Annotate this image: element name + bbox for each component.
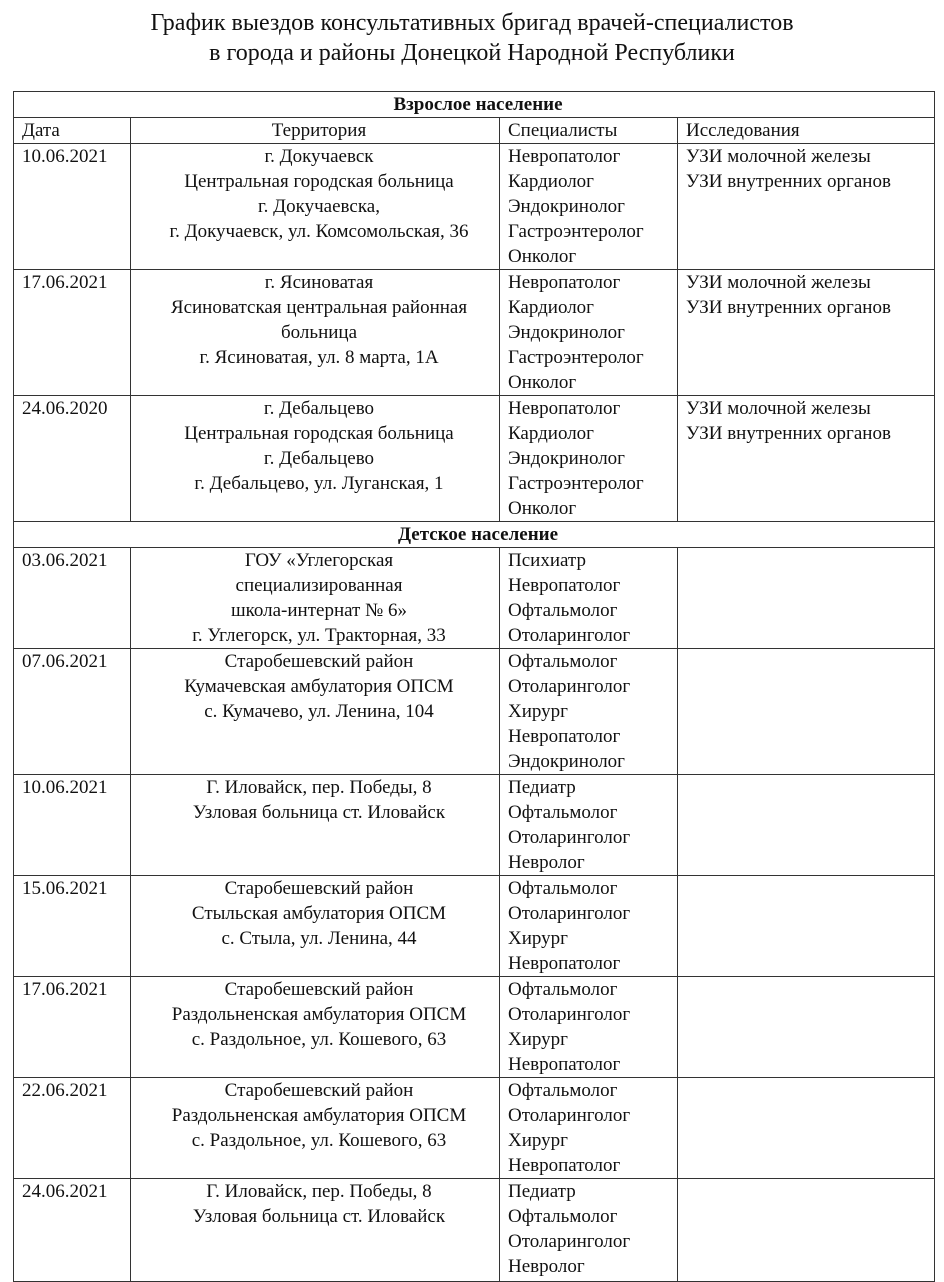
specialists-line: Хирург (508, 1130, 568, 1151)
specialists-line: Невропатолог (508, 1155, 621, 1176)
territory-line: с. Раздольное, ул. Кошевого, 63 (191, 1029, 447, 1050)
section-row-adult (14, 92, 935, 118)
territory-line: специализированная (235, 575, 403, 596)
territory-line: Центральная городская больница (184, 171, 454, 192)
territory-line: школа-интернат № 6» (230, 600, 407, 621)
territory-line: г. Углегорск, ул. Тракторная, 33 (192, 625, 446, 646)
schedule-table (13, 91, 935, 1282)
territory-line: г. Дебальцево (263, 448, 375, 469)
table-row (14, 144, 935, 270)
date-cell: 24.06.2021 (14, 1179, 131, 1282)
table-row (14, 1078, 935, 1179)
specialists-line: Невропатолог (508, 953, 621, 974)
territory-line: Центральная городская больница (184, 423, 454, 444)
territory-cell (131, 1078, 500, 1179)
territory-cell (131, 977, 500, 1078)
territory-line: Кумачевская амбулатория ОПСМ (184, 676, 454, 697)
territory-line: Ясиноватская центральная районная (170, 297, 468, 318)
specialists-line: Невропатолог (508, 1054, 621, 1075)
date-cell: 07.06.2021 (14, 649, 131, 775)
examinations-cell (678, 270, 935, 396)
territory-line: г. Ясиноватая (264, 272, 374, 293)
specialists-line: Невропатолог (508, 726, 621, 747)
title-line-1: График выездов консультативных бригад врачей-специалистов (150, 10, 794, 36)
specialists-line: Гастроэнтеролог (508, 347, 644, 368)
specialists-cell (500, 396, 678, 522)
territory-line: Раздольненская амбулатория ОПСМ (171, 1105, 467, 1126)
territory-line: Г. Иловайск, пер. Победы, 8 (206, 777, 432, 798)
examinations-line: УЗИ молочной железы (686, 146, 871, 167)
territory-line: с. Кумачево, ул. Ленина, 104 (204, 701, 434, 722)
table-row (14, 977, 935, 1078)
territory-line: Старобешевский район (224, 1080, 414, 1101)
date-cell: 10.06.2021 (14, 144, 131, 270)
date-cell: 24.06.2020 (14, 396, 131, 522)
table-row (14, 1179, 935, 1282)
specialists-line: Отоларинголог (508, 827, 631, 848)
examinations-cell (678, 977, 935, 1078)
territory-line: г. Дебальцево, ул. Луганская, 1 (194, 473, 444, 494)
date-cell: 10.06.2021 (14, 775, 131, 876)
specialists-line: Онколог (508, 246, 577, 267)
column-header-examinations: Исследования (678, 118, 935, 144)
specialists-line: Онколог (508, 498, 577, 519)
territory-line: Раздольненская амбулатория ОПСМ (171, 1004, 467, 1025)
specialists-line: Отоларинголог (508, 625, 631, 646)
territory-cell (131, 649, 500, 775)
specialists-line: Кардиолог (508, 171, 594, 192)
territory-line: г. Докучаевск (264, 146, 374, 167)
specialists-line: Эндокринолог (508, 196, 625, 217)
examinations-line: УЗИ молочной железы (686, 272, 871, 293)
specialists-cell (500, 1078, 678, 1179)
territory-line: Узловая больница ст. Иловайск (192, 1206, 446, 1227)
territory-line: г. Дебальцево (263, 398, 375, 419)
specialists-line: Кардиолог (508, 297, 594, 318)
title-line-2: в города и районы Донецкой Народной Республики (209, 40, 735, 66)
specialists-line: Гастроэнтеролог (508, 473, 644, 494)
table-row (14, 396, 935, 522)
territory-line: ГОУ «Углегорская (244, 550, 394, 571)
table-row (14, 270, 935, 396)
specialists-cell (500, 144, 678, 270)
specialists-line: Невропатолог (508, 575, 621, 596)
column-header-date: Дата (14, 118, 131, 144)
date-cell: 22.06.2021 (14, 1078, 131, 1179)
territory-cell (131, 270, 500, 396)
examinations-cell (678, 396, 935, 522)
specialists-cell (500, 977, 678, 1078)
table-row (14, 775, 935, 876)
examinations-cell (678, 144, 935, 270)
specialists-line: Отоларинголог (508, 1004, 631, 1025)
specialists-cell (500, 649, 678, 775)
territory-line: с. Раздольное, ул. Кошевого, 63 (191, 1130, 447, 1151)
specialists-line: Хирург (508, 1029, 568, 1050)
specialists-cell (500, 775, 678, 876)
specialists-line: Отоларинголог (508, 1231, 631, 1252)
examinations-cell (678, 649, 935, 775)
specialists-cell (500, 270, 678, 396)
territory-cell (131, 548, 500, 649)
table-row (14, 876, 935, 977)
specialists-line: Офтальмолог (508, 1206, 618, 1227)
table-row (14, 548, 935, 649)
specialists-line: Невропатолог (508, 272, 621, 293)
territory-cell (131, 396, 500, 522)
specialists-line: Хирург (508, 701, 568, 722)
examinations-line: УЗИ внутренних органов (686, 423, 891, 444)
territory-line: Старобешевский район (224, 878, 414, 899)
date-cell: 17.06.2021 (14, 270, 131, 396)
territory-cell (131, 876, 500, 977)
territory-line: больница (281, 322, 357, 343)
section-row-children (14, 522, 935, 548)
examinations-cell (678, 775, 935, 876)
territory-cell (131, 144, 500, 270)
territory-cell (131, 1179, 500, 1282)
column-header-specialists: Специалисты (500, 118, 678, 144)
examinations-line: УЗИ внутренних органов (686, 171, 891, 192)
specialists-line: Кардиолог (508, 423, 594, 444)
date-cell: 03.06.2021 (14, 548, 131, 649)
territory-line: Стыльская амбулатория ОПСМ (191, 903, 447, 924)
specialists-line: Офтальмолог (508, 651, 618, 672)
specialists-line: Хирург (508, 928, 568, 949)
specialists-line: Офтальмолог (508, 600, 618, 621)
column-header-territory: Территория (131, 118, 500, 144)
territory-line: г. Ясиноватая, ул. 8 марта, 1А (199, 347, 439, 368)
territory-line: г. Докучаевск, ул. Комсомольская, 36 (169, 221, 469, 242)
specialists-line: Невропатолог (508, 398, 621, 419)
territory-line: Старобешевский район (224, 651, 414, 672)
specialists-line: Эндокринолог (508, 448, 625, 469)
specialists-line: Эндокринолог (508, 751, 625, 772)
specialists-line: Педиатр (508, 1181, 576, 1202)
specialists-line: Невролог (508, 852, 585, 873)
examinations-cell (678, 1179, 935, 1282)
specialists-line: Эндокринолог (508, 322, 625, 343)
date-cell: 15.06.2021 (14, 876, 131, 977)
specialists-cell (500, 876, 678, 977)
territory-line: Г. Иловайск, пер. Победы, 8 (206, 1181, 432, 1202)
specialists-line: Психиатр (508, 550, 586, 571)
examinations-cell (678, 876, 935, 977)
examinations-line: УЗИ молочной железы (686, 398, 871, 419)
specialists-line: Офтальмолог (508, 1080, 618, 1101)
section-title-children: Детское население (14, 522, 935, 548)
territory-line: г. Докучаевска, (258, 196, 380, 217)
territory-line: с. Стыла, ул. Ленина, 44 (221, 928, 417, 949)
specialists-line: Гастроэнтеролог (508, 221, 644, 242)
specialists-line: Отоларинголог (508, 676, 631, 697)
table-row (14, 649, 935, 775)
territory-cell (131, 775, 500, 876)
specialists-cell (500, 548, 678, 649)
specialists-line: Офтальмолог (508, 878, 618, 899)
date-cell: 17.06.2021 (14, 977, 131, 1078)
examinations-line: УЗИ внутренних органов (686, 297, 891, 318)
examinations-cell (678, 548, 935, 649)
specialists-line: Отоларинголог (508, 1105, 631, 1126)
document-title (0, 8, 944, 68)
specialists-line: Педиатр (508, 777, 576, 798)
specialists-line: Невролог (508, 1256, 585, 1277)
territory-line: Узловая больница ст. Иловайск (192, 802, 446, 823)
header-row (14, 118, 935, 144)
specialists-line: Невропатолог (508, 146, 621, 167)
specialists-cell (500, 1179, 678, 1282)
territory-line: Старобешевский район (224, 979, 414, 1000)
specialists-line: Офтальмолог (508, 979, 618, 1000)
specialists-line: Отоларинголог (508, 903, 631, 924)
specialists-line: Офтальмолог (508, 802, 618, 823)
section-title-adult: Взрослое население (14, 92, 935, 118)
examinations-cell (678, 1078, 935, 1179)
specialists-line: Онколог (508, 372, 577, 393)
